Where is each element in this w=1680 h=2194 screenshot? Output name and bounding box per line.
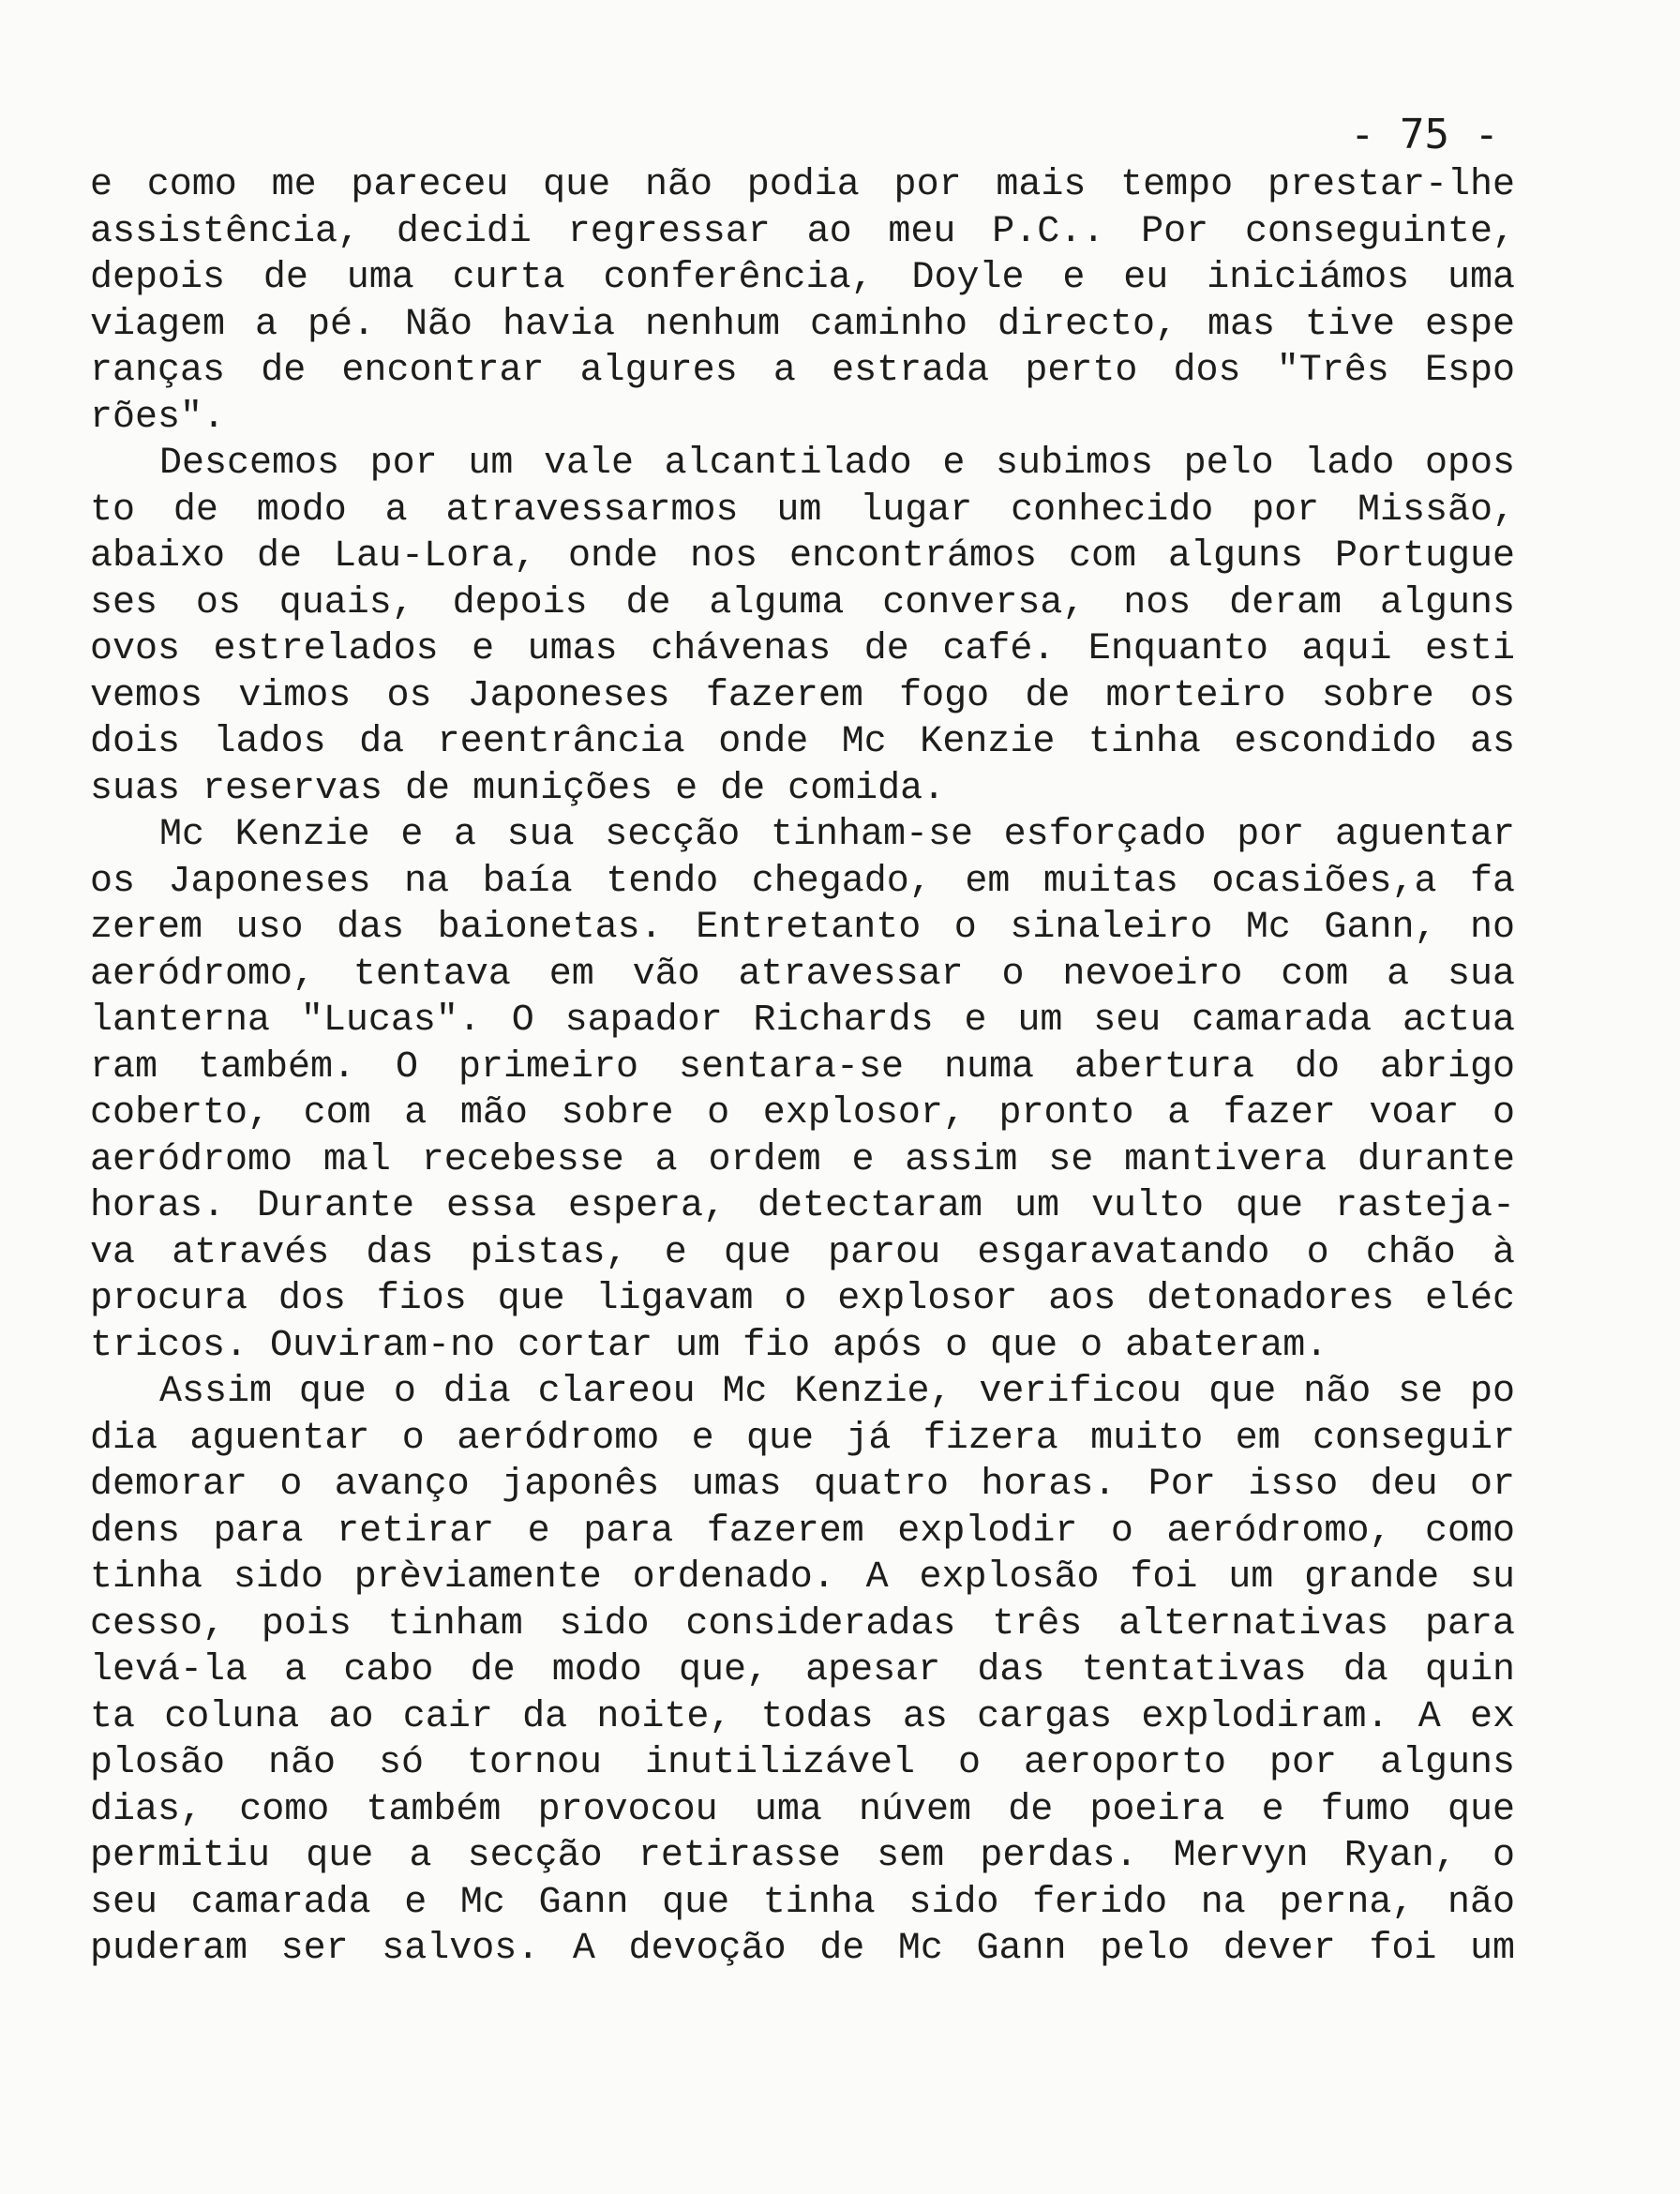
text-line: ta coluna ao cair da noite, todas as cargas explodiram. A ex: [90, 1695, 1515, 1738]
text-line: ovos estrelados e umas chávenas de café. Enquanto aqui esti: [90, 628, 1515, 670]
text-line: tricos. Ouviram-no cortar um fio após o que o abateram.: [90, 1324, 1328, 1367]
page-number: - 75 -: [1350, 111, 1499, 158]
text-line: Descemos por um vale alcantilado e subimos pelo lado opos: [159, 443, 1515, 485]
text-line: aeródromo mal recebesse a ordem e assim se mantivera durante: [90, 1138, 1515, 1181]
text-line: aeródromo, tentava em vão atravessar o nevoeiro com a sua: [90, 953, 1515, 996]
text-line: vemos vimos os Japoneses fazerem fogo de morteiro sobre os: [90, 674, 1515, 717]
text-line: os Japoneses na baía tendo chegado, em muitas ocasiões,a fa: [90, 860, 1515, 903]
text-line: ses os quais, depois de alguma conversa, nos deram alguns: [90, 581, 1515, 624]
text-line: suas reservas de munições e de comida.: [90, 767, 946, 810]
body-text: [90, 162, 1515, 1973]
text-line: permitiu que a secção retirasse sem perdas. Mervyn Ryan, o: [90, 1835, 1515, 1877]
text-line: seu camarada e Mc Gann que tinha sido ferido na perna, não: [90, 1881, 1515, 1924]
text-line: dois lados da reentrância onde Mc Kenzie tinha escondido as: [90, 721, 1515, 763]
text-line: assistência, decidi regressar ao meu P.C.. Por conseguinte,: [90, 210, 1515, 253]
text-line: abaixo de Lau-Lora, onde nos encontrámos com alguns Portugue: [90, 535, 1515, 578]
text-line: e como me pareceu que não podia por mais tempo prestar-lhe: [90, 164, 1515, 206]
text-line: Mc Kenzie e a sua secção tinham-se esforçado por aguentar: [159, 814, 1515, 856]
text-line: viagem a pé. Não havia nenhum caminho directo, mas tive espe: [90, 303, 1515, 346]
text-line: dia aguentar o aeródromo e que já fizera muito em conseguir: [90, 1417, 1515, 1460]
text-line: rões".: [90, 396, 226, 439]
text-line: va através das pistas, e que parou esgaravatando o chão à: [90, 1231, 1515, 1274]
text-line: procura dos fios que ligavam o explosor aos detonadores eléc: [90, 1278, 1515, 1320]
text-line: lanterna "Lucas". O sapador Richards e um seu camarada actua: [90, 999, 1515, 1042]
text-line: ram também. O primeiro sentara-se numa abertura do abrigo: [90, 1045, 1515, 1089]
text-line: tinha sido prèviamente ordenado. A explosão foi um grande su: [90, 1556, 1515, 1599]
text-line: ranças de encontrar algures a estrada perto dos "Três Espo: [90, 350, 1515, 392]
text-line: dias, como também provocou uma núvem de poeira e fumo que: [90, 1788, 1515, 1831]
text-line: dens para retirar e para fazerem explodir o aeródromo, como: [90, 1510, 1515, 1553]
text-line: zerem uso das baionetas. Entretanto o sinaleiro Mc Gann, no: [90, 907, 1515, 949]
text-line: cesso, pois tinham sido consideradas três alternativas para: [90, 1602, 1515, 1646]
text-line: plosão não só tornou inutilizável o aeroporto por alguns: [90, 1742, 1515, 1784]
text-line: horas. Durante essa espera, detectaram um vulto que rasteja-: [90, 1185, 1515, 1227]
text-line: demorar o avanço japonês umas quatro horas. Por isso deu or: [90, 1464, 1515, 1506]
text-line: Assim que o dia clareou Mc Kenzie, verificou que não se po: [159, 1371, 1515, 1413]
text-line: puderam ser salvos. A devoção de Mc Gann pelo dever foi um: [90, 1928, 1515, 1970]
text-line: depois de uma curta conferência, Doyle e eu iniciámos uma: [90, 257, 1515, 299]
text-line: to de modo a atravessarmos um lugar conhecido por Missão,: [90, 488, 1515, 532]
text-line: levá-la a cabo de modo que, apesar das tentativas da quin: [90, 1649, 1515, 1691]
text-line: coberto, com a mão sobre o explosor, pronto a fazer voar o: [90, 1092, 1515, 1135]
